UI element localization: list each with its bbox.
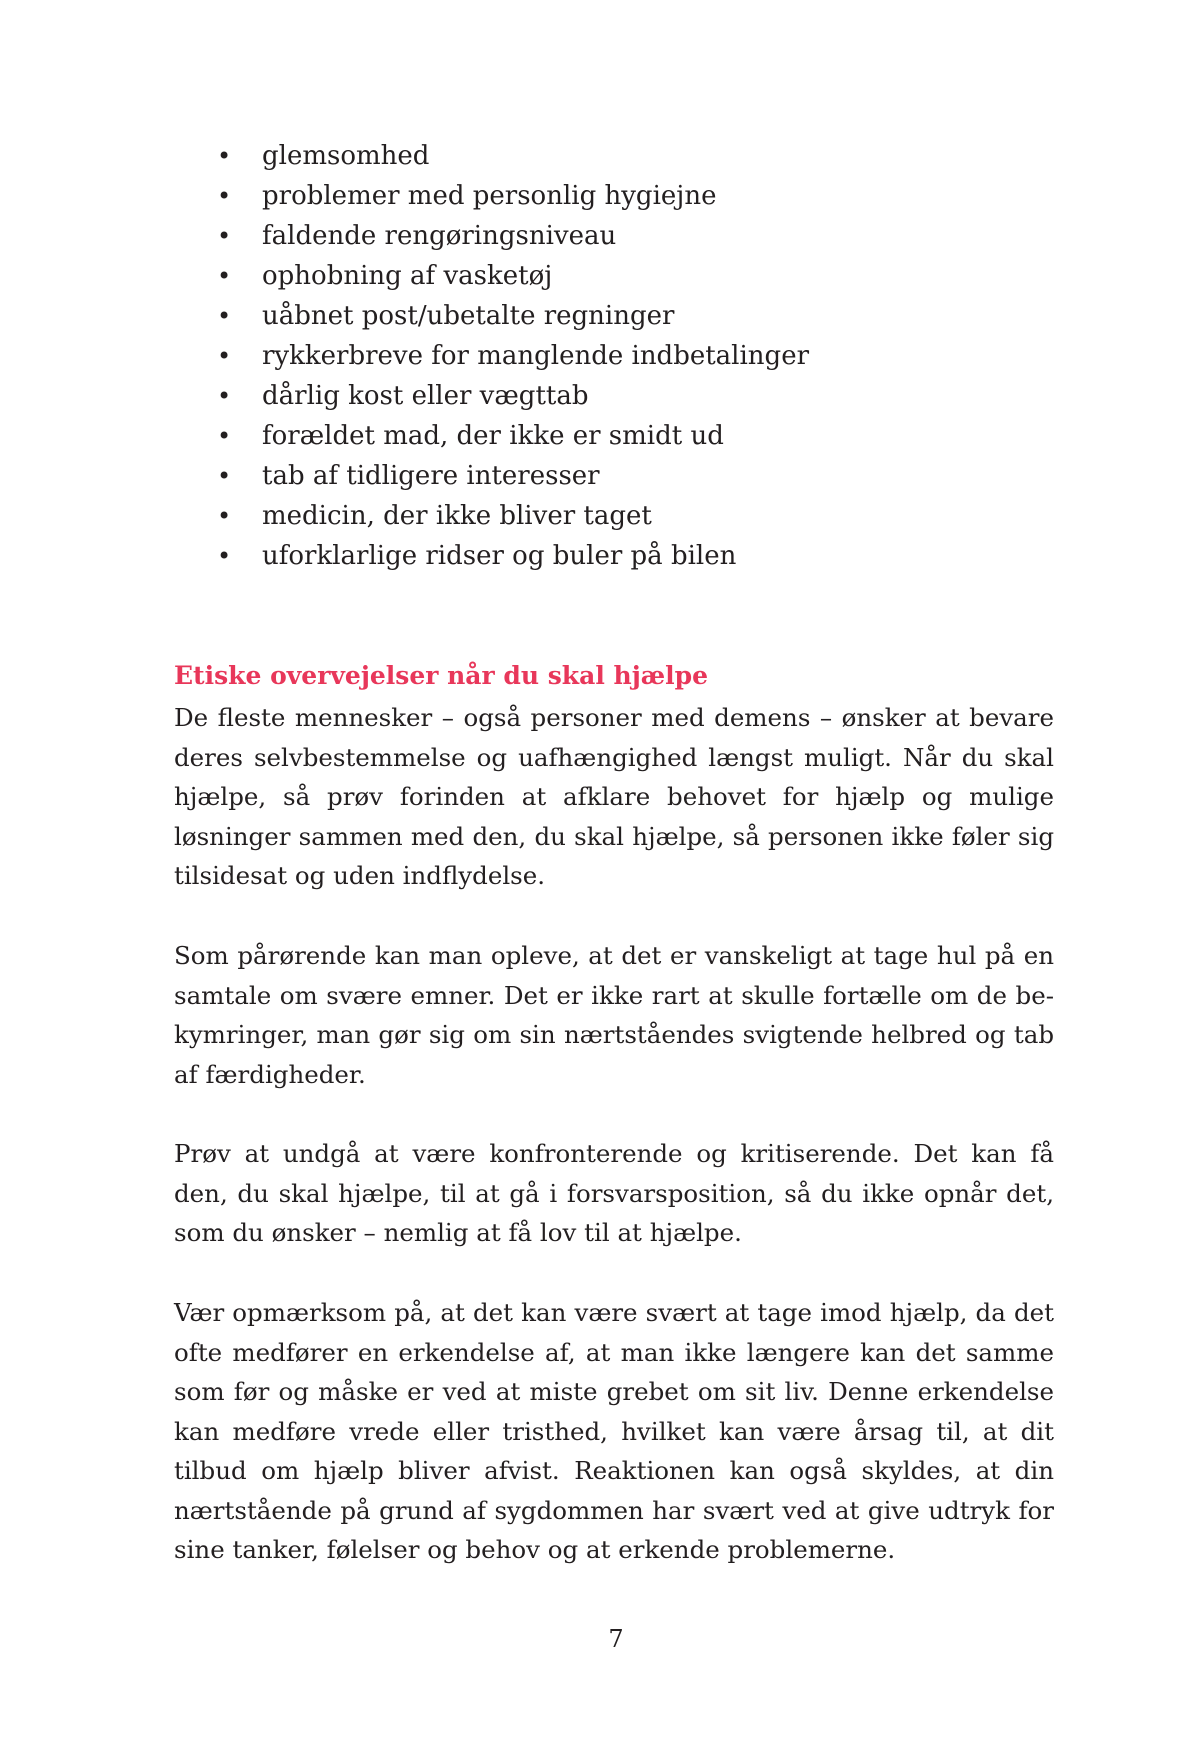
list-item	[216, 376, 809, 416]
list-item-text: ophobning af vasketøj	[262, 261, 553, 291]
bullet-icon: •	[217, 542, 232, 570]
bullet-icon: •	[217, 142, 232, 170]
section-heading: Etiske overvejelser når du skal hjælpe	[174, 661, 709, 690]
bullet-icon: •	[217, 422, 232, 450]
list-item-text: glemsomhed	[262, 141, 430, 171]
list-item	[216, 416, 809, 456]
bullet-icon: •	[217, 342, 232, 370]
list-item-text: problemer med personlig hygiejne	[262, 181, 717, 211]
symptom-list	[216, 136, 809, 576]
list-item-text: tab af tidligere interesser	[262, 461, 600, 491]
list-item	[216, 176, 809, 216]
list-item-text: faldende rengøringsniveau	[262, 221, 617, 251]
list-item	[216, 336, 809, 376]
bullet-icon: •	[217, 262, 232, 290]
list-item	[216, 136, 809, 176]
bullet-icon: •	[217, 382, 232, 410]
page-number: 7	[608, 1625, 624, 1653]
list-item-text: forældet mad, der ikke er smidt ud	[262, 421, 724, 451]
list-item-text: medicin, der ikke bliver taget	[262, 501, 652, 531]
list-item	[216, 496, 809, 536]
list-item	[216, 296, 809, 336]
list-item-text: rykkerbreve for manglende indbetalinger	[262, 341, 810, 371]
body-paragraph: Vær opmærksom på, at det kan være svært at tage imod hjælp, da det ofte medfører en erkendelse af, at man ikke længere kan det samme som før og måske er ved at miste grebet om sit liv. Denne erkendelse kan medføre vrede eller tristhed, hvilket kan være årsag til, at dit tilbud om hjælp bliver afvist. Reaktionen kan også skyldes, at din nærtstående på grund af sygdommen har svært ved at give udtryk for sine tanker, følelser og behov og at erkende problemerne.	[174, 1298, 1054, 1564]
bullet-icon: •	[217, 182, 232, 210]
body-paragraph: Som pårørende kan man opleve, at det er vanskeligt at tage hul på en samtale om svære emner. Det er ikke rart at skulle fortælle om de bekymringer, man gør sig om sin nærtståendes svigtende helbred og tab af færdigheder.	[174, 941, 1054, 1089]
bullet-icon: •	[217, 222, 232, 250]
list-item	[216, 456, 809, 496]
bullet-icon: •	[217, 462, 232, 490]
list-item-text: uforklarlige ridser og buler på bilen	[262, 541, 737, 571]
list-item	[216, 256, 809, 296]
body-paragraph: De fleste mennesker – også personer med demens – ønsker at bevare deres selvbestemmelse og uafhængighed længst muligt. Når du skal hjælpe, så prøv forinden at afklare behovet for hjælp og mulige løsninger sammen med den, du skal hjælpe, så personen ikke føler sig tilsidesat og uden indflydelse.	[174, 703, 1054, 890]
list-item-text: dårlig kost eller vægttab	[262, 381, 589, 411]
bullet-icon: •	[217, 502, 232, 530]
list-item	[216, 216, 809, 256]
body-paragraph: Prøv at undgå at være konfronterende og kritiserende. Det kan få den, du skal hjælpe, til at gå i forsvarsposition, så du ikke opnår det, som du ønsker – nemlig at få lov til at hjælpe.	[174, 1139, 1054, 1247]
bullet-icon: •	[217, 302, 232, 330]
list-item-text: uåbnet post/ubetalte regninger	[262, 301, 675, 331]
list-item	[216, 536, 809, 576]
